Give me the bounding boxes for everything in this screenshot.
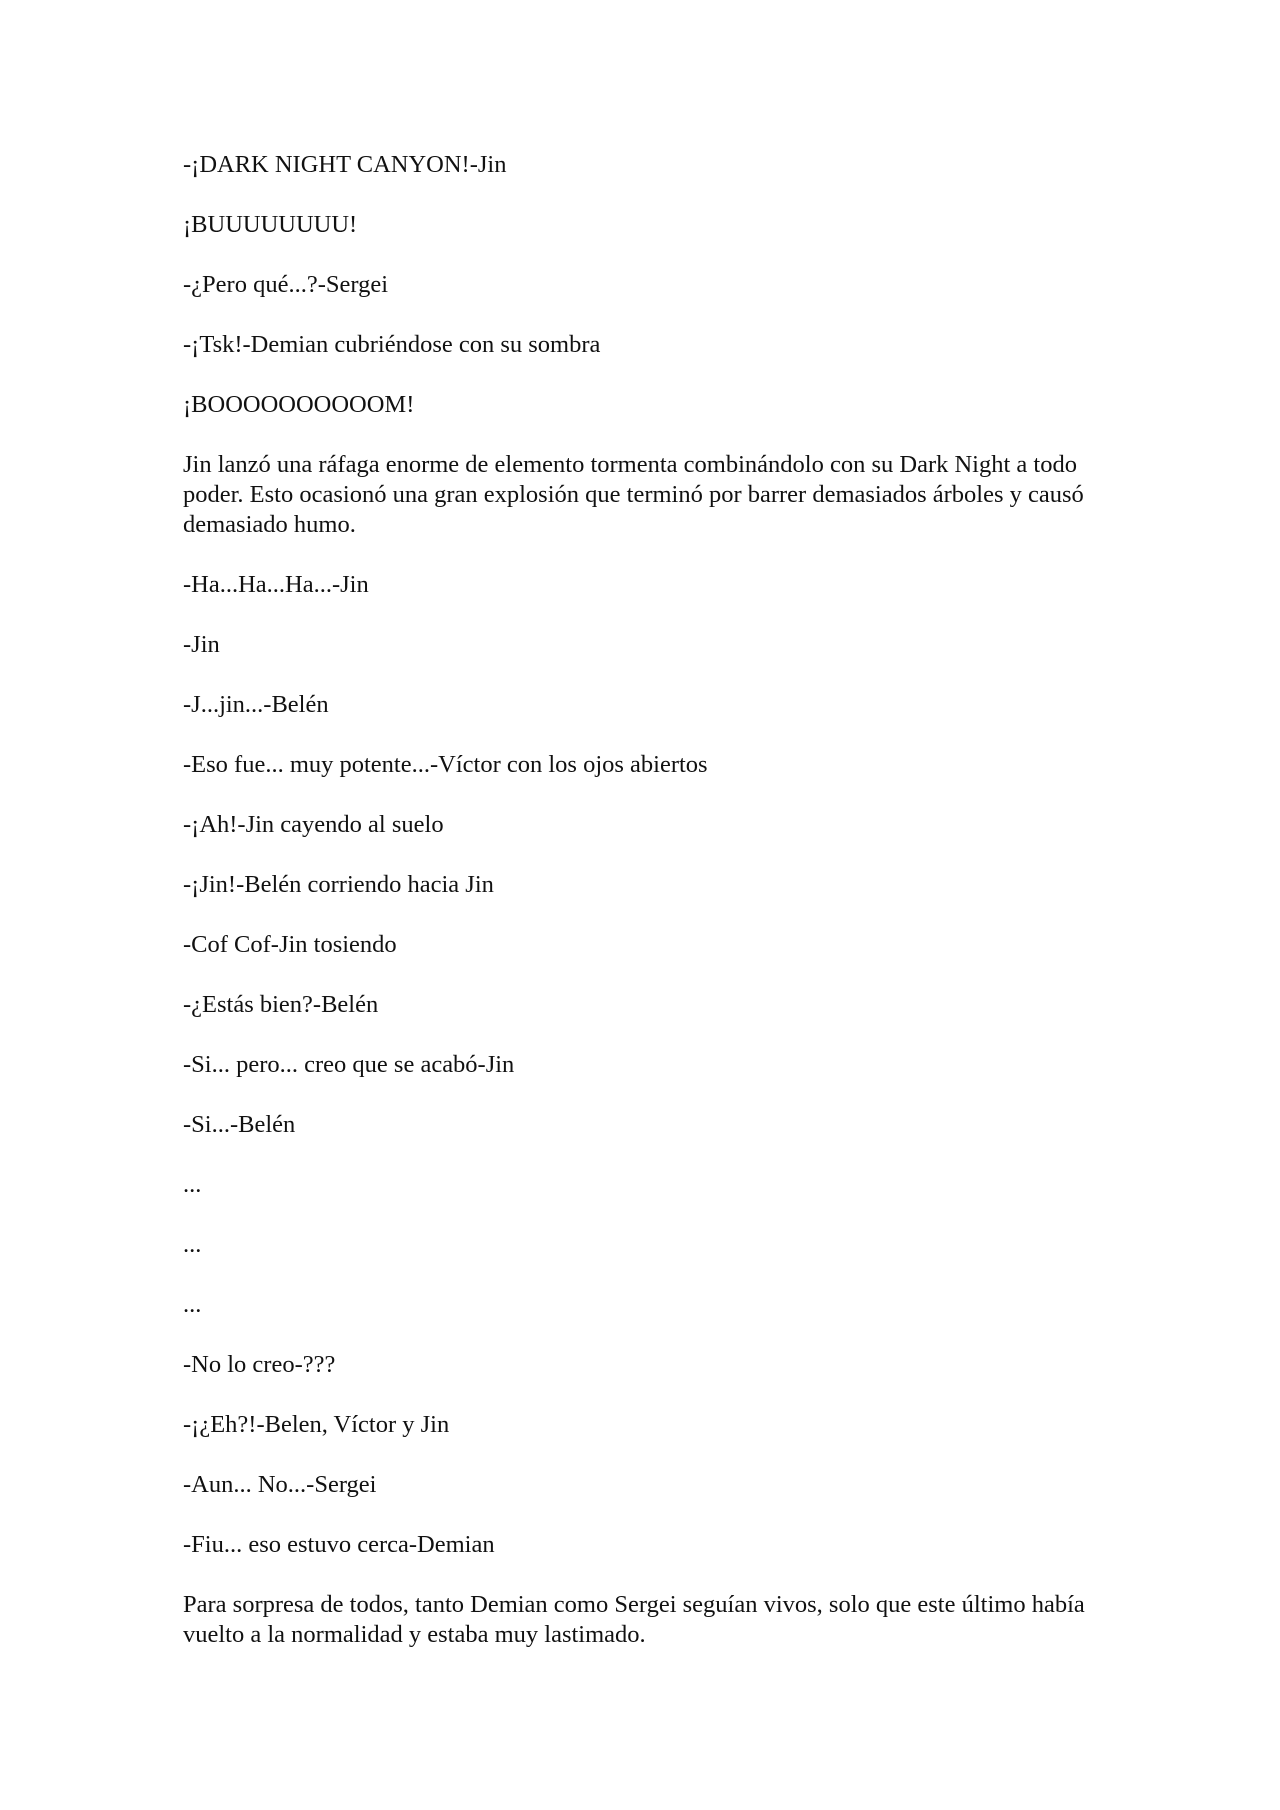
paragraph: -Si... pero... creo que se acabó-Jin [183,1051,515,1078]
narration-paragraph: Para sorpresa de todos, tanto Demian como Sergei seguían vivos, solo que este último había vuelto a la normalidad y estaba muy lastimado. [183,1591,1085,1648]
paragraph: -Cof Cof-Jin tosiendo [183,931,397,958]
paragraph: -Jin [183,631,220,658]
paragraph: -Aun... No...-Sergei [183,1471,377,1498]
paragraph: -¡Jin!-Belén corriendo hacia Jin [183,871,494,898]
paragraph: -¡Tsk!-Demian cubriéndose con su sombra [183,331,601,358]
paragraph: -Fiu... eso estuvo cerca-Demian [183,1531,495,1558]
ellipsis-line: ... [183,1171,202,1198]
document-body [183,150,1093,1680]
paragraph: ¡BUUUUUUUU! [183,211,358,238]
paragraph: -¡Ah!-Jin cayendo al suelo [183,811,444,838]
paragraph: -¿Pero qué...?-Sergei [183,271,388,298]
paragraph: -Si...-Belén [183,1111,296,1138]
ellipsis-line: ... [183,1231,202,1258]
paragraph: -¿Estás bien?-Belén [183,991,379,1018]
paragraph: -Ha...Ha...Ha...-Jin [183,571,369,598]
ellipsis-line: ... [183,1291,202,1318]
paragraph: -No lo creo-??? [183,1351,336,1378]
paragraph: -¡¿Eh?!-Belen, Víctor y Jin [183,1411,450,1438]
paragraph: -J...jin...-Belén [183,691,329,718]
paragraph: ¡BOOOOOOOOOOM! [183,391,415,418]
narration-paragraph: Jin lanzó una ráfaga enorme de elemento tormenta combinándolo con su Dark Night a todo poder. Esto ocasionó una gran explosión que terminó por barrer demasiados árboles y causó demasiado humo. [183,451,1084,538]
paragraph: -¡DARK NIGHT CANYON!-Jin [183,151,507,178]
paragraph: -Eso fue... muy potente...-Víctor con los ojos abiertos [183,751,708,778]
